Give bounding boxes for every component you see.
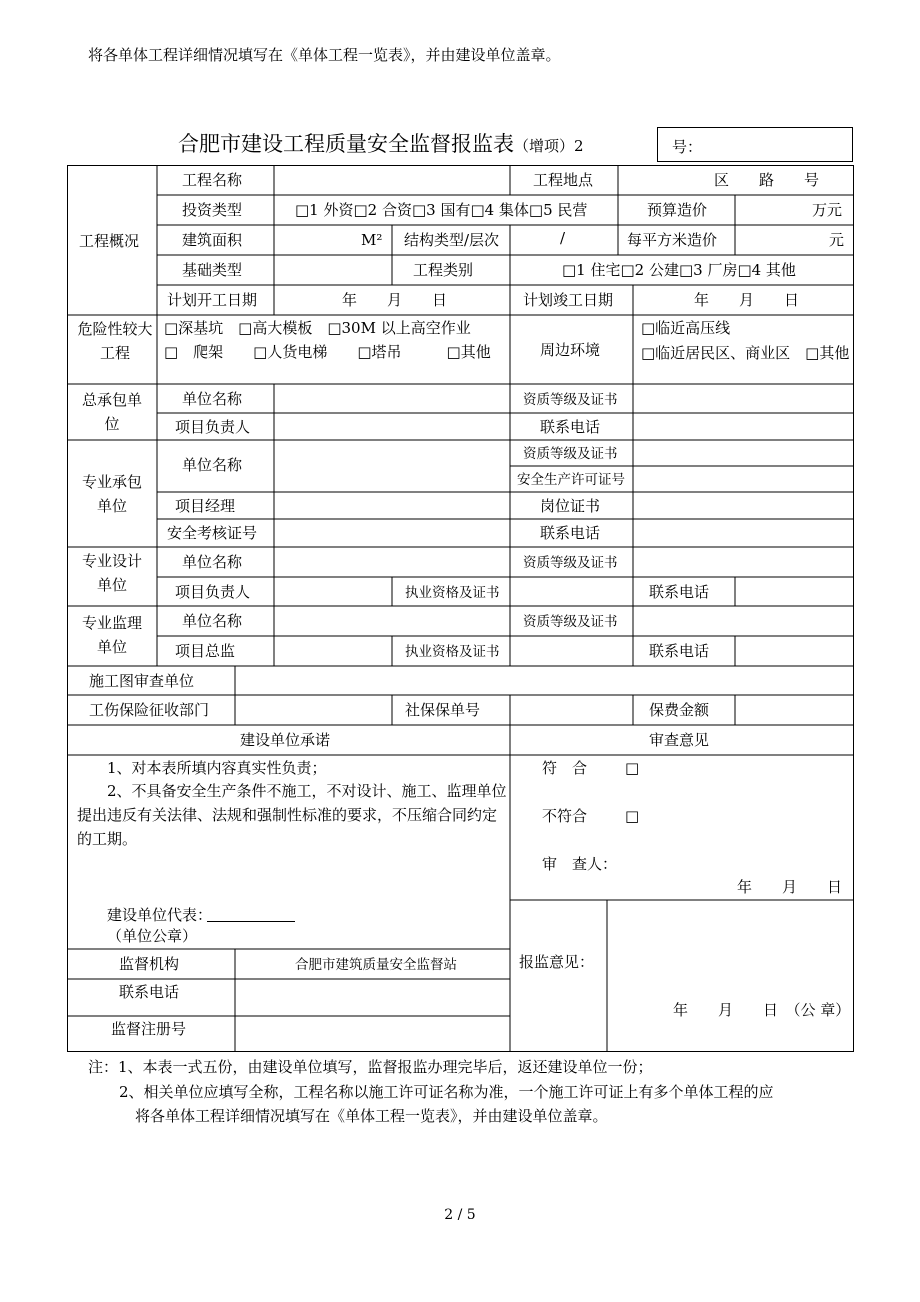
reviewer-label: 审 查人： (542, 855, 618, 873)
commitment-item-1: 1、对本表所填内容真实性负责； (107, 759, 327, 777)
review-header: 审查意见 (649, 731, 710, 749)
form-number-box[interactable] (657, 127, 853, 162)
agency-phone-label: 联系电话 (119, 983, 180, 1001)
general-contractor-section-label: 总承包单位 (81, 391, 142, 433)
project-name-label: 工程名称 (182, 171, 243, 189)
surroundings-option-1[interactable]: □临近高压线 (641, 319, 731, 337)
designer-phone-label: 联系电话 (649, 583, 710, 601)
overview-section-label: 工程概况 (79, 232, 140, 250)
gc-phone-label: 联系电话 (540, 418, 601, 436)
designer-unit-name-label: 单位名称 (182, 553, 243, 571)
form-number-label: 号： (672, 138, 703, 156)
note-3: 将各单体工程详细情况填写在《单体工程一览表》，并由建设单位盖章。 (135, 1107, 608, 1125)
supervision-seal-date[interactable]: 年 月 日 （公 章） (673, 1001, 851, 1019)
registration-no-label: 监督注册号 (111, 1020, 187, 1038)
surroundings-option-2[interactable]: □临近居民区、商业区 □其他 (641, 344, 850, 362)
insurance-dept-label: 工伤保险征收部门 (89, 701, 210, 719)
sub-contractor-section-label: 专业承包单位 (81, 473, 142, 515)
cost-unit[interactable]: 元 (829, 231, 845, 249)
designer-section-label: 专业设计单位 (81, 552, 142, 594)
structure-separator[interactable]: / (560, 229, 566, 247)
supervision-opinion-label: 报监意见： (519, 953, 595, 971)
supervisor-phone-label: 联系电话 (649, 642, 710, 660)
unit-cost-label: 每平方米造价 (627, 231, 718, 249)
supervisor-chief-label: 项目总监 (175, 642, 236, 660)
foundation-field[interactable] (280, 256, 390, 284)
project-category-label: 工程类别 (413, 261, 474, 279)
agency-label: 监督机构 (119, 955, 180, 973)
agency-value: 合肥市建筑质量安全监督站 (295, 957, 457, 973)
form-title-sub: （增项）2 (514, 137, 584, 155)
sc-unit-name-label: 单位名称 (182, 456, 243, 474)
form-title-main: 合肥市建设工程质量安全监督报监表 (178, 132, 514, 156)
project-category-options[interactable]: □1 住宅□2 公建□3 厂房□4 其他 (562, 261, 796, 279)
area-unit[interactable]: M² (361, 231, 383, 249)
review-date[interactable]: 年 月 日 (737, 878, 843, 896)
hazard-options-line1[interactable]: □深基坑 □高大模板 □30M 以上高空作业 (164, 319, 471, 337)
note-1: 注：1、本表一式五份，由建设单位填写，监督报监办理完毕后，返还建设单位一份； (88, 1058, 653, 1076)
project-location-label: 工程地点 (533, 171, 594, 189)
report-form (67, 165, 854, 1052)
designer-qualification-label: 资质等级及证书 (523, 555, 618, 571)
budget-label: 预算造价 (647, 201, 708, 219)
drawing-review-field[interactable] (241, 667, 851, 694)
foundation-label: 基础类型 (182, 261, 243, 279)
plan-start-label: 计划开工日期 (167, 291, 258, 309)
building-area-label: 建筑面积 (182, 231, 243, 249)
drawing-review-label: 施工图审查单位 (89, 672, 195, 690)
gc-unit-name-label: 单位名称 (182, 390, 243, 408)
review-not-conform-label: 不符合 (542, 807, 588, 825)
gc-qualification-label: 资质等级及证书 (523, 392, 618, 408)
commitment-header: 建设单位承诺 (240, 731, 331, 749)
social-insurance-no-label: 社保保单号 (405, 701, 481, 719)
supervisor-practice-cert-label: 执业资格及证书 (405, 644, 500, 660)
surroundings-label: 周边环境 (540, 341, 601, 359)
hazard-section-label: 危险性较大工程 (77, 320, 153, 362)
top-note: 将各单体工程详细情况填写在《单体工程一览表》，并由建设单位盖章。 (88, 46, 561, 64)
commitment-rep-label: 建设单位代表： (107, 906, 213, 924)
budget-unit[interactable]: 万元 (812, 201, 843, 219)
note-2: 2、相关单位应填写全称，工程名称以施工许可证名称为准，一个施工许可证上有多个单体工程的应 (119, 1083, 774, 1101)
investment-type-label: 投资类型 (182, 201, 243, 219)
form-title (178, 128, 584, 158)
designer-practice-cert-label: 执业资格及证书 (405, 585, 500, 601)
commitment-seal-label: （单位公章） (107, 927, 198, 945)
hazard-options-line2[interactable]: □ 爬架 □人货电梯 □塔吊 □其他 (164, 343, 491, 361)
plan-end-date[interactable]: 年 月 日 (694, 291, 800, 309)
plan-end-label: 计划竣工日期 (523, 291, 614, 309)
sc-safety-license-label: 安全生产许可证号 (517, 472, 625, 488)
gc-manager-label: 项目负责人 (175, 418, 251, 436)
sc-manager-label: 项目经理 (175, 497, 236, 515)
project-name-field[interactable] (280, 166, 508, 194)
sc-safety-cert-label: 安全考核证号 (167, 524, 258, 542)
review-conform-checkbox[interactable]: □ (625, 759, 640, 777)
page-number: 2 / 5 (444, 1207, 476, 1223)
sc-phone-label: 联系电话 (540, 524, 601, 542)
review-not-conform-checkbox[interactable]: □ (625, 807, 640, 825)
supervisor-section-label: 专业监理单位 (81, 614, 142, 656)
commitment-item-2: 2、不具备安全生产条件不施工，不对设计、施工、监理单位提出违反有关法律、法规和强制性标准的要求，不压缩合同约定的工期。 (77, 782, 507, 848)
supervisor-qualification-label: 资质等级及证书 (523, 614, 618, 630)
plan-start-date[interactable]: 年 月 日 (342, 291, 448, 309)
supervisor-unit-name-label: 单位名称 (182, 612, 243, 630)
rep-signature-line[interactable] (207, 921, 295, 922)
structure-label: 结构类型/层次 (404, 231, 500, 249)
insurance-amount-label: 保费金额 (649, 701, 710, 719)
project-location-value[interactable]: 区 路 号 (714, 171, 820, 189)
sc-qualification-label: 资质等级及证书 (523, 446, 618, 462)
investment-type-options[interactable]: □1 外资□2 合资□3 国有□4 集体□5 民营 (295, 201, 588, 219)
sc-post-cert-label: 岗位证书 (540, 497, 601, 515)
designer-manager-label: 项目负责人 (175, 583, 251, 601)
review-conform-label: 符 合 (542, 759, 588, 777)
